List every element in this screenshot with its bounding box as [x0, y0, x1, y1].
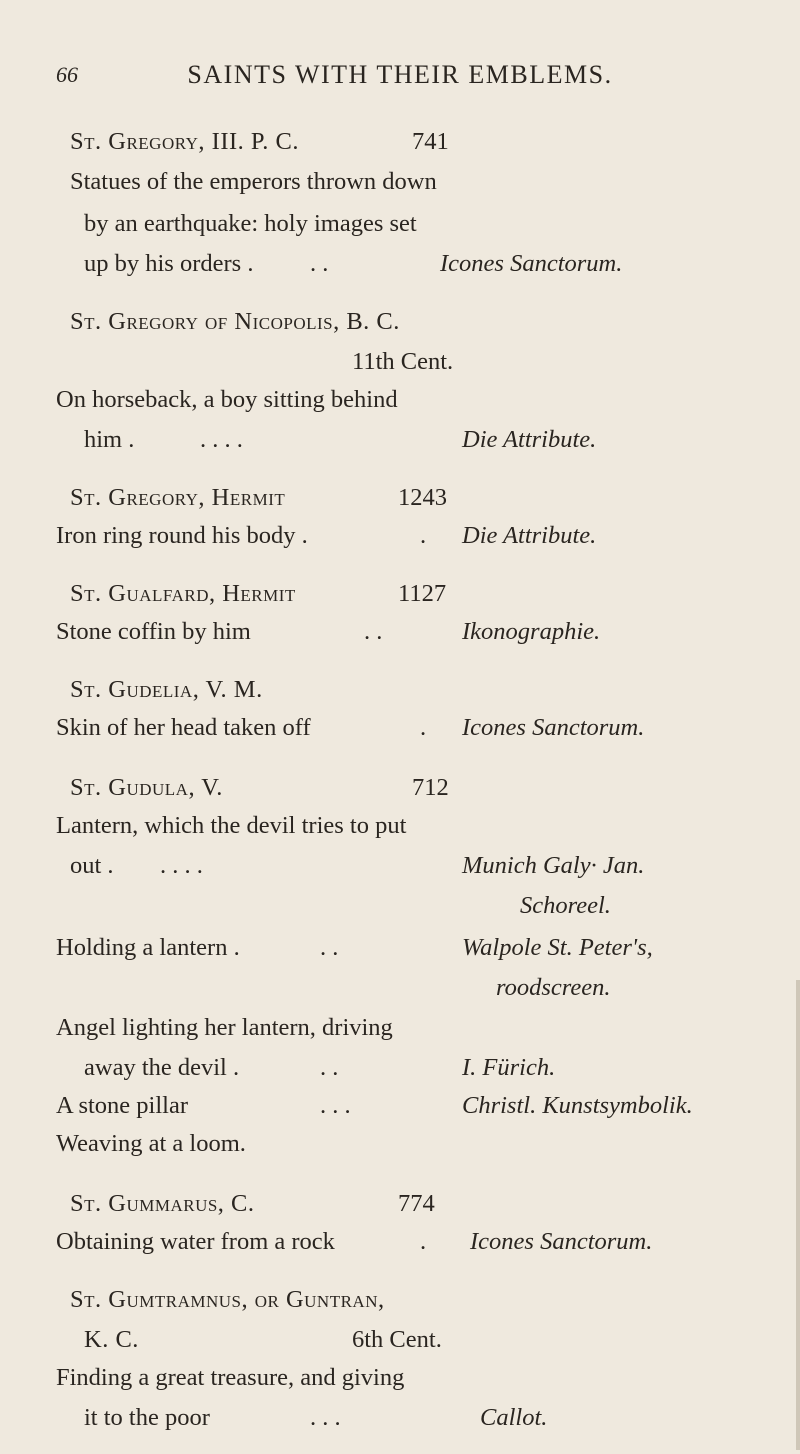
entry-date: 11th Cent. — [352, 348, 454, 375]
entry-source: Icones Sanctorum. — [462, 714, 645, 741]
entry-source: I. Fürich. — [462, 1054, 556, 1081]
dot-leader: . . — [320, 1054, 339, 1081]
entry-text-line: it to the poor — [84, 1404, 210, 1431]
dot-leader: . — [420, 522, 427, 549]
entry-text-line: Lantern, which the devil tries to put — [56, 812, 407, 839]
entry-source: Munich Galy· Jan. — [462, 852, 645, 879]
entry-text-line: Iron ring round his body . — [56, 522, 308, 549]
entry-text-line: by an earthquake: holy images set — [84, 210, 417, 237]
entry-text-line: Holding a lantern . — [56, 934, 240, 961]
entry-text-line: Statues of the emperors thrown down — [70, 168, 437, 195]
entry-date: 1243 — [398, 484, 447, 511]
dot-leader: . . — [320, 934, 339, 961]
entry-date: 1127 — [398, 580, 447, 607]
dot-leader: . — [420, 714, 427, 741]
dot-leader: . — [420, 1228, 427, 1255]
entry-text-line: Angel lighting her lantern, driving — [56, 1014, 393, 1041]
dot-leader: . . . . — [160, 852, 203, 879]
entry-name: St. Gualfard, Hermit — [70, 580, 296, 607]
entry-source-continued: Schoreel. — [520, 892, 611, 919]
entry-name: St. Gummarus, C. — [70, 1190, 255, 1217]
entry-text-line: Weaving at a loom. — [56, 1130, 246, 1157]
entry-name: St. Gregory of Nicopolis, B. C. — [70, 308, 400, 335]
entry-date: 712 — [412, 774, 449, 801]
entry-name: St. Gudula, V. — [70, 774, 223, 801]
entry-source: Die Attribute. — [462, 426, 597, 453]
page-edge-shadow — [796, 980, 800, 1450]
entry-name: St. Gudelia, V. M. — [70, 676, 263, 703]
dot-leader: . . . — [320, 1092, 351, 1119]
entry-name-continued: K. C. — [84, 1326, 139, 1353]
entry-text-line: him . — [84, 426, 135, 453]
entry-date: 741 — [412, 128, 449, 155]
entry-date: 774 — [398, 1190, 435, 1217]
entry-text-line: away the devil . — [84, 1054, 240, 1081]
entry-text-line: Stone coffin by him — [56, 618, 251, 645]
dot-leader: . . — [310, 250, 329, 277]
entry-text-line: Skin of her head taken off — [56, 714, 311, 741]
page-number: 66 — [56, 62, 78, 87]
entry-source-continued: roodscreen. — [496, 974, 611, 1001]
entry-name: St. Gumtramnus, or Guntran, — [70, 1286, 385, 1313]
entry-source: Die Attribute. — [462, 522, 597, 549]
entry-source: Icones Sanctorum. — [470, 1228, 653, 1255]
entry-source: Walpole St. Peter's, — [462, 934, 653, 961]
entry-text-line: up by his orders . — [84, 250, 254, 277]
entry-text-line: Finding a great treasure, and giving — [56, 1364, 405, 1391]
entry-name: St. Gregory, Hermit — [70, 484, 286, 511]
entry-source: Callot. — [480, 1404, 548, 1431]
entry-text-line: A stone pillar — [56, 1092, 189, 1119]
running-head: SAINTS WITH THEIR EMBLEMS. — [187, 60, 613, 89]
entry-name: St. Gregory, III. P. C. — [70, 128, 300, 155]
entry-text-line: out . — [70, 852, 114, 879]
dot-leader: . . . — [310, 1404, 341, 1431]
entry-date: 6th Cent. — [352, 1326, 442, 1353]
entry-source: Christl. Kunstsymbolik. — [462, 1092, 693, 1119]
entry-text-line: Obtaining water from a rock — [56, 1228, 335, 1255]
entry-text-line: On horseback, a boy sitting behind — [56, 386, 398, 413]
dot-leader: . . . . — [200, 426, 243, 453]
dot-leader: . . — [364, 618, 383, 645]
entry-source: Icones Sanctorum. — [440, 250, 623, 277]
entry-source: Ikonographie. — [462, 618, 601, 645]
